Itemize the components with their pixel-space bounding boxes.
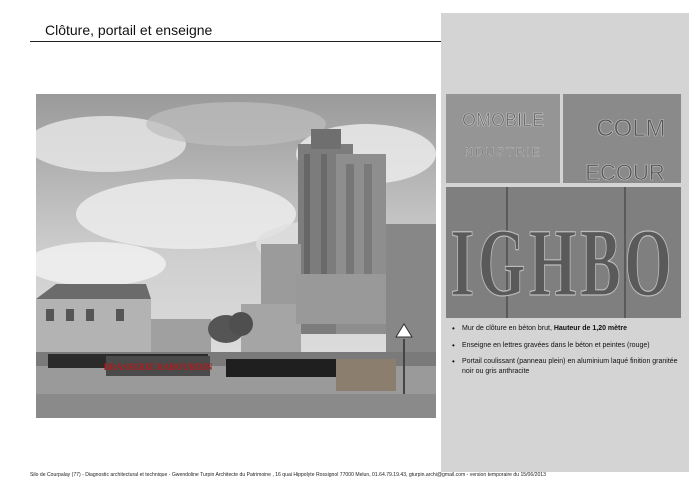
svg-text:COLM: COLM: [596, 115, 666, 142]
detail-photo-colm: [563, 94, 681, 183]
brasserie-sign: BRASSERIE RABOURDIN: [103, 362, 213, 372]
svg-text:OMOBILE: OMOBILE: [461, 110, 545, 130]
spec-item-wall: • Mur de clôture en béton brut, Hauteur de 1,20 mètre: [452, 324, 684, 334]
svg-text:NDUSTRIE: NDUSTRIE: [464, 145, 542, 159]
spec-item-sign: • Enseigne en lettres gravées dans le béton et peintes (rouge): [452, 341, 684, 351]
detail-photo-ighbo: [446, 187, 681, 318]
spec-item-gate: • Portail coulissant (panneau plein) en aluminium laqué finition granitée noir ou gris anthracite: [452, 357, 684, 376]
page-title: Clôture, portail et enseigne: [45, 22, 213, 38]
svg-text:ECOUR: ECOUR: [585, 160, 665, 183]
detail-photo-omobile: [446, 94, 560, 183]
spec-list: [452, 324, 684, 383]
svg-text:IGHBO: IGHBO: [450, 209, 676, 316]
silo-photomontage: [36, 94, 436, 418]
page-footer: Silo de Courpalay (77) - Diagnostic architectural et technique - Gwendoline Turpin Architecte du Patrimoine , 16 quai Hippolyte Rossignol 77000 Melun, 01.64.79.19.43, gturpin.archi@gmail.com - version temporaire du 15/06/2013: [30, 472, 546, 478]
